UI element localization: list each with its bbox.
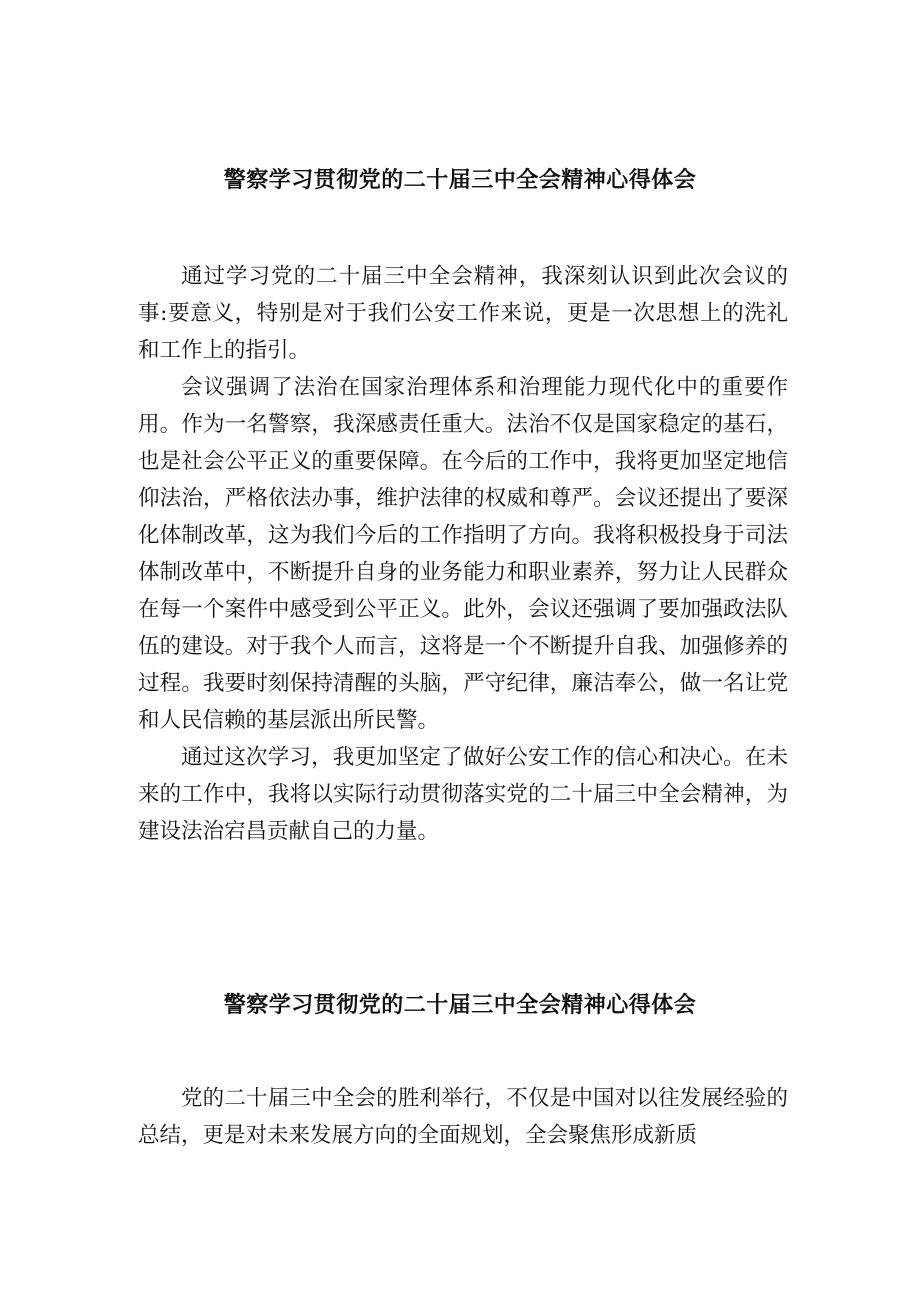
article-title: 警察学习贯彻党的二十届三中全会精神心得体会 — [223, 993, 697, 1018]
article-title: 警察学习贯彻党的二十届三中全会精神心得体会 — [223, 168, 697, 193]
article-body — [138, 1080, 788, 1154]
body-paragraph: 会议强调了法治在国家治理体系和治理能力现代化中的重要作用。作为一名警察，我深感责任重大。法治不仅是国家稳定的基石，也是社会公平正义的重要保障。在今后的工作中，我将更加坚定地信仰法治，严格依法办事，维护法律的权威和尊严。会议还提出了要深化体制改革，这为我们今后的工作指明了方向。我将积极投身于司法体制改革中，不断提升自身的业务能力和职业素养，努力让人民群众在每一个案件中感受到公平正义。此外，会议还强调了要加强政法队伍的建设。对于我个人而言，这将是一个不断提升自我、加强修养的过程。我要时刻保持清醒的头脑，严守纪律，廉洁奉公，做一名让党和人民信赖的基层派出所民警。 — [138, 375, 788, 733]
body-paragraph: 通过这次学习，我更加坚定了做好公安工作的信心和决心。在未来的工作中，我将以实际行动贯彻落实党的二十届三中全会精神，为建设法治宕昌贡献自己的力量。 — [138, 745, 788, 844]
body-paragraph: 通过学习党的二十届三中全会精神，我深刻认识到此次会议的事:要意义，特别是对于我们公安工作来说，更是一次思想上的洗礼和工作上的指引。 — [138, 264, 788, 363]
article-body — [138, 258, 788, 850]
body-paragraph: 党的二十届三中全会的胜利举行，不仅是中国对以往发展经验的总结，更是对未来发展方向的全面规划，全会聚焦形成新质 — [138, 1086, 788, 1148]
